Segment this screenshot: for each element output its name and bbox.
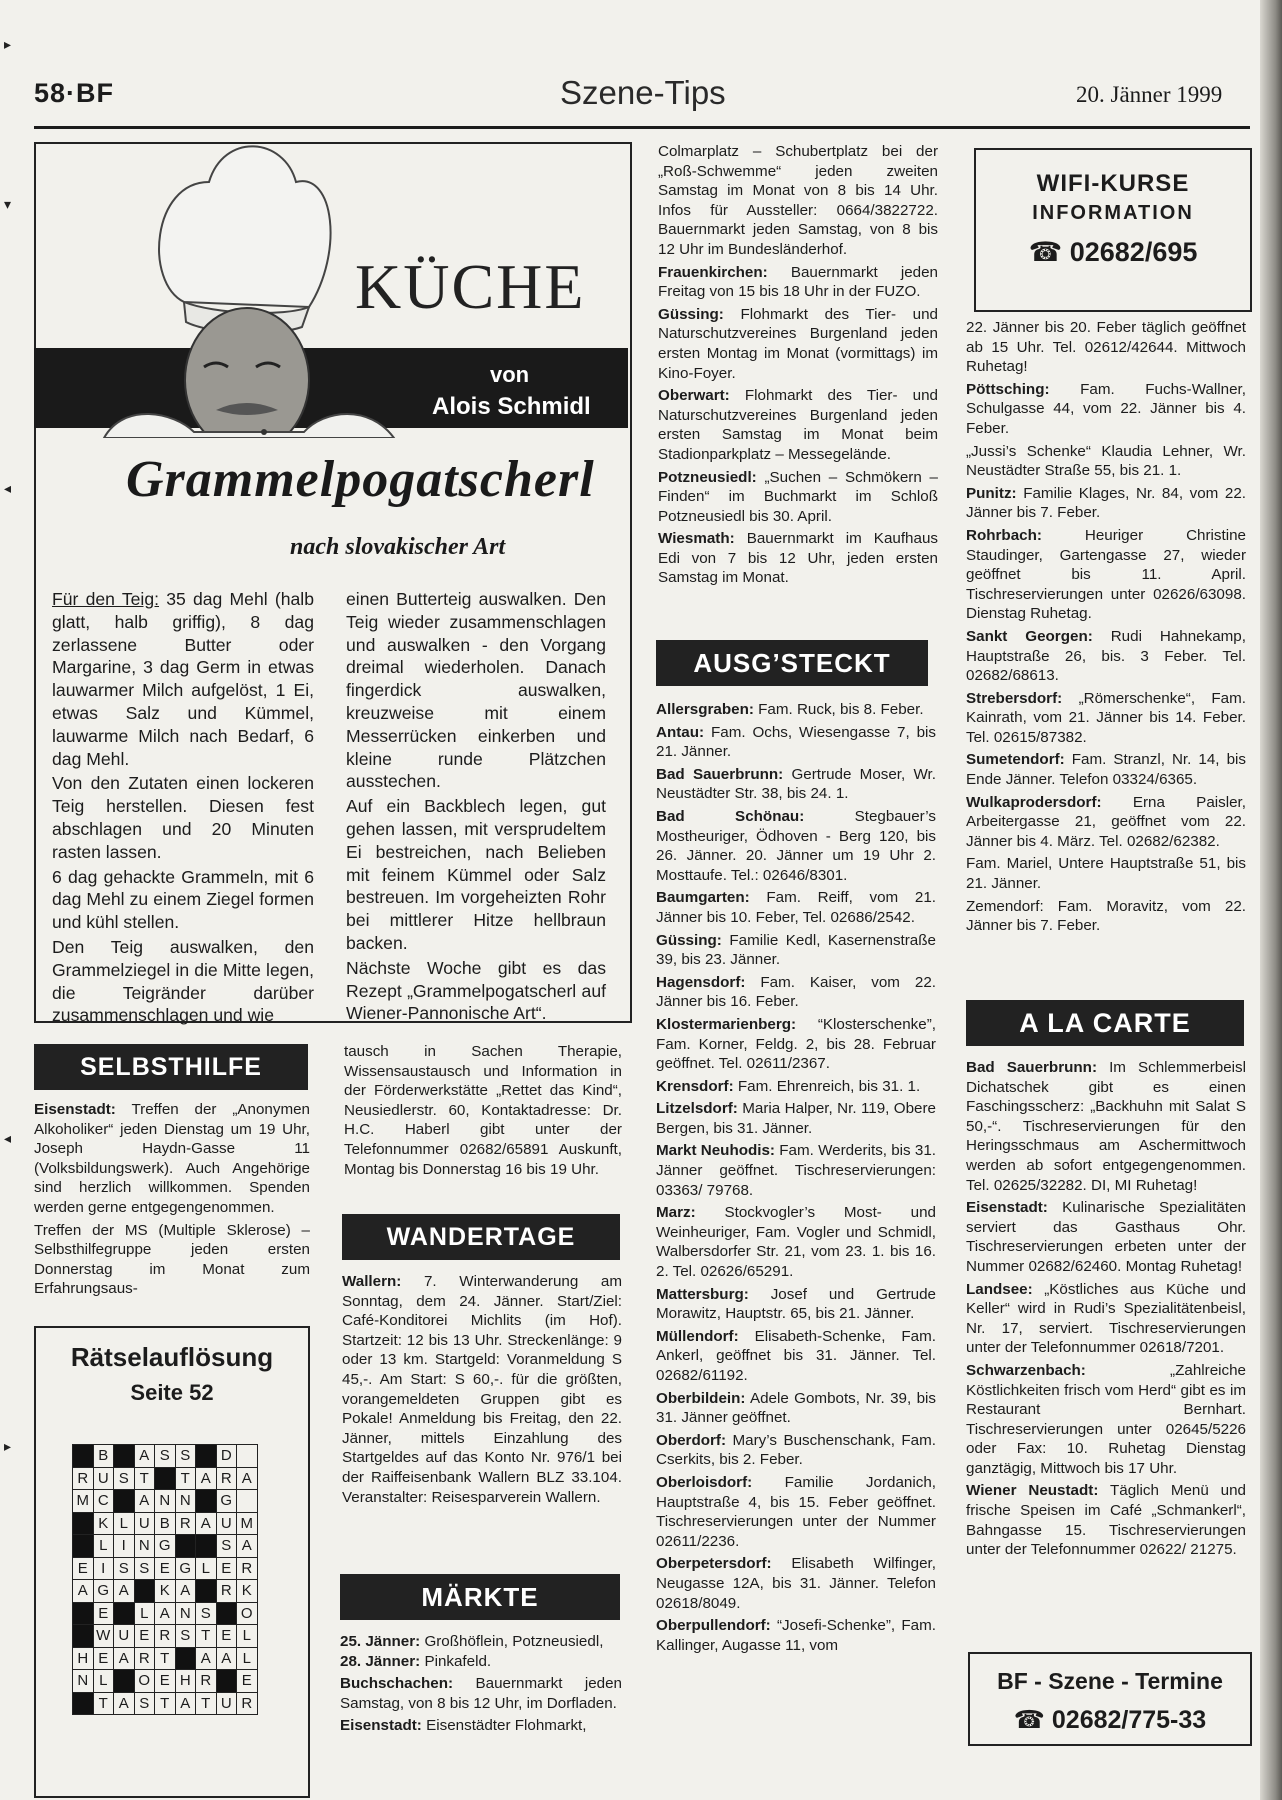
crossword-cell: K [93,1512,114,1535]
crossword-cell [196,1535,217,1558]
crossword-row [73,1467,258,1490]
crossword-cell [175,1647,196,1670]
crossword-cell: I [93,1557,114,1580]
bf-phone: ☎ 02682/775-33 [1013,1706,1207,1734]
crossword-cell [114,1490,135,1513]
crossword-cell: L [93,1670,114,1693]
crossword-cell: T [196,1692,217,1715]
crossword-cell [73,1535,94,1558]
crossword-cell: S [134,1557,155,1580]
crossword-cell: G [155,1535,176,1558]
crossword-cell [114,1670,135,1693]
crossword-cell: R [73,1467,94,1490]
recipe-paragraph: 6 dag gehackte Grammeln, mit 6 dag Mehl zu einem Ziegel formen und kühl stellen. [52,866,314,933]
crossword-cell: O [134,1670,155,1693]
crossword-cell: A [155,1602,176,1625]
section-title: Szene-Tips [560,74,726,111]
crossword-cell [73,1692,94,1715]
recipe-column-2 [346,588,606,1027]
crossword-cell: B [155,1512,176,1535]
crossword-cell: U [93,1467,114,1490]
list-item: Wallern: 7. Winterwanderung am Sonntag, dem 24. Jänner. Start/Ziel: Café-Konditorei Michlits (im Hof). Startzeit: 12 bis 13 Uhr. Streckenlänge: 9 oder 13 km. Startgeld: Voranmeldung S 45,-. Am Start: S 60,-. für die größten, vorangemeldeten Gruppen gibt es Pokale! Anmeldung bis Freitag, den 22. Jänner, mittels Einzahlung des Startgeldes auf das Konto Nr. 976/1 bei der Raiffeisenbank Wallern BLZ 33.104. Veranstalter: Reisesparverein Wallern. [342,1273,622,1506]
crossword-cell: E [93,1647,114,1670]
crossword-cell: W [93,1625,114,1648]
list-item: Landsee: „Köstliches aus Küche und Keller“ wird in Rudi’s Spezialitätenbeisl, Nr. 17, serviert. Tischreservierungen unter der Telefonnummer 02618/7201. [966,1280,1246,1357]
crossword-row [73,1557,258,1580]
crossword-cell: A [196,1647,217,1670]
crossword-cell: N [155,1490,176,1513]
crossword-row [73,1512,258,1535]
crossword-cell: R [237,1557,258,1580]
crossword-cell: K [237,1580,258,1603]
crossword-cell: N [175,1490,196,1513]
crossword-cell: T [155,1692,176,1715]
crossword-cell: H [73,1647,94,1670]
selbsthilfe-continued: tausch in Sachen Therapie, Wissensaustausch und Information in der Förderwerkstätte „Rettet das Kind“, Neusiedlerstr. 60, Kontaktadresse: Dr. H.C. Haberl gibt unter der Telefonnummer 02682/65891 Auskunft, Montag bis Donnerstag 16 bis 19 Uhr. [344,1043,622,1178]
crossword-cell: S [134,1692,155,1715]
crossword-cell: S [114,1467,135,1490]
ausgsteckt-list [656,700,936,1658]
crossword-cell [216,1670,237,1693]
list-item: Wulkaprodersdorf: Erna Paisler, Arbeitergasse 21, geöffnet vom 22. Jänner bis 4. März. Tel. 02682/62382. [966,793,1246,850]
list-item: Krensdorf: Fam. Ehrenreich, bis 31. 1. [656,1077,921,1095]
crossword-cell: R [134,1647,155,1670]
list-item: Oberwart: Flohmarkt des Tier- und Naturschutzvereines Burgenland jeden ersten Samstag im Monat beim Stadionparkplatz – Messegelände. [658,387,938,463]
list-item: Punitz: Familie Klages, Nr. 84, vom 22. Jänner bis 7. Feber. [966,484,1246,522]
alacarte-heading: A LA CARTE [966,1000,1244,1046]
middle-top-column [658,142,938,591]
crossword-cell: A [237,1535,258,1558]
crossword-cell: L [237,1647,258,1670]
crossword-cell: A [196,1467,217,1490]
raetsel-box [34,1326,310,1798]
crossword-row [73,1625,258,1648]
crossword-cell: E [73,1557,94,1580]
list-item: Güssing: Flohmarkt des Tier- und Naturschutzvereines Burgenland jeden ersten Montag im Monat (vormittags) im Kino-Foyer. [658,305,938,382]
list-item: „Jussi’s Schenke“ Klaudia Lehner, Wr. Neustädter Straße 55, bis 21. 1. [966,442,1246,480]
crossword-cell: M [73,1490,94,1513]
crossword-row [73,1445,258,1468]
crossword-cell: T [134,1467,155,1490]
list-item: Colmarplatz – Schubertplatz bei der „Roß-Schwemme“ jeden zweiten Samstag im Monat von 8 bis 14 Uhr. Infos für Aussteller: 0664/3822722. Bauernmarkt jeden Samstag, von 8 bis 12 Uhr im Bundesländerhof. [658,143,938,258]
list-item: Eisenstadt: Eisenstädter Flohmarkt, [340,1717,587,1735]
list-item: Marz: Stockvogler’s Most- und Weinheuriger, Fam. Vogler und Schmidl, Walbersdorfer Str. 21, vom 23. 1. bis 16. 2. Tel. 02626/65291. [656,1204,936,1281]
crossword-cell: R [237,1692,258,1715]
crossword-cell: A [73,1580,94,1603]
crossword-cell [73,1625,94,1648]
wifi-subtitle: INFORMATION [1032,202,1194,224]
wifi-ad [974,148,1252,312]
crossword-cell: B [93,1445,114,1468]
list-item: Litzelsdorf: Maria Halper, Nr. 119, Obere Bergen, bis 31. Jänner. [656,1100,936,1137]
list-item: Bad Sauerbrunn: Im Schlemmerbeisl Dichatschek gibt es einen Faschingsscherz: „Backhuhn mit Salat S 50,-“. Tischreservierungen für den Heringsschmaus am Aschermittwoch werden ab sofort entgegengenommen. Tel. 02625/32282. DI, MI Ruhetag! [966,1059,1246,1194]
crossword-cell: A [114,1580,135,1603]
crossword-cell: E [216,1625,237,1648]
list-item: Eisenstadt: Treffen der „Anonymen Alkoholiker“ jeden Dienstag um 19 Uhr, Joseph Haydn-Gasse 11 (Volksbildungswerk). Auch Angehörige sind herzlich willkommen. Spenden werden gerne entgegengenommen. [34,1101,310,1216]
crossword-cell: S [175,1625,196,1648]
crossword-cell [196,1580,217,1603]
bf-szene-ad [968,1652,1252,1746]
list-item: Markt Neuhodis: Fam. Werderits, bis 31. Jänner geöffnet. Tischreservierungen: 03363/ 79768. [656,1142,936,1199]
header-rule [34,126,1250,129]
list-item: Güssing: Familie Kedl, Kasernenstraße 39, bis 23. Jänner. [656,931,936,969]
crossword-cell: E [155,1557,176,1580]
crossword-cell: L [114,1512,135,1535]
crossword-cell: E [93,1602,114,1625]
page-header [0,74,1250,118]
crossword-cell: E [237,1670,258,1693]
crossword-cell: T [93,1692,114,1715]
crossword-cell [73,1602,94,1625]
crossword-cell: G [175,1557,196,1580]
wandertage-heading: WANDERTAGE [342,1214,620,1260]
alacarte-list [966,1058,1246,1563]
crossword-cell: R [155,1625,176,1648]
crossword-cell [73,1445,94,1468]
crossword-cell: N [134,1535,155,1558]
crossword-row [73,1602,258,1625]
kueche-title: KÜCHE [355,251,586,322]
crossword-cell [196,1490,217,1513]
margin-mark: ◂ [4,1130,12,1146]
crossword-cell: E [216,1557,237,1580]
margin-mark: ▾ [4,196,12,212]
crossword-row [73,1670,258,1693]
crossword-cell: G [93,1580,114,1603]
crossword-cell [155,1467,176,1490]
list-item: Hagensdorf: Fam. Kaiser, vom 22. Jänner bis 16. Feber. [656,973,936,1011]
list-item: Bad Schönau: Stegbauer’s Mostheuriger, Ödhoven - Berg 120, bis 26. Jänner. 20. Jänner um 19 Uhr 2. Mosttaufe. Tel.: 02646/8301. [656,807,936,884]
crossword-cell: N [73,1670,94,1693]
crossword-cell [237,1490,258,1513]
recipe-paragraph: Nächste Woche gibt es das Rezept „Grammelpogatscherl auf Wiener-Pannonische Art“. [346,957,606,1024]
list-item: 25. Jänner: Großhöflein, Potzneusiedl, [340,1633,604,1650]
crossword-cell: A [216,1647,237,1670]
list-item: Pöttsching: Fam. Fuchs-Wallner, Schulgasse 44, vom 22. Jänner bis 4. Feber. [966,380,1246,437]
crossword-cell: A [196,1512,217,1535]
crossword-cell [114,1445,135,1468]
selbsthilfe-heading: SELBSTHILFE [34,1044,308,1090]
list-item: Wiener Neustadt: Täglich Menü und frische Speisen im Café „Schmankerl“, Bahngasse 15. Tischreservierungen unter der Telefonnummer 02622/ 21275. [966,1482,1247,1559]
margin-mark: ▸ [4,36,12,52]
crossword-cell: S [196,1602,217,1625]
list-item: 22. Jänner bis 20. Feber täglich geöffnet ab 15 Uhr. Tel. 02612/42644. Mittwoch Ruhetag! [966,319,1246,376]
crossword-cell: R [216,1467,237,1490]
crossword-cell: I [114,1535,135,1558]
list-item: Antau: Fam. Ochs, Wiesengasse 7, bis 21. Jänner. [656,723,936,761]
list-item: Buchschachen: Bauernmarkt jeden Samstag, von 8 bis 12 Uhr, im Dorfladen. [340,1675,622,1712]
crossword-cell: L [237,1625,258,1648]
list-item: Treffen der MS (Multiple Sklerose) – Selbsthilfegruppe jeden ersten Donnerstag im Monat zum Erfahrungsaus- [34,1221,310,1298]
wandertage-list [342,1272,622,1510]
recipe-paragraph: Für den Teig: 35 dag Mehl (halb glatt, halb griffig), 8 dag zerlassene Butter oder Margarine, 3 dag Germ in etwas lauwarmer Milch aufgelöst, 1 Ei, etwas Salz und Kümmel, lauwarme Milch nach Bedarf, 6 dag Mehl. [52,589,314,769]
crossword-cell: U [134,1512,155,1535]
crossword-cell: L [134,1602,155,1625]
recipe-subtitle: nach slovakischer Art [290,534,506,560]
crossword-cell: E [134,1625,155,1648]
crossword-row [73,1647,258,1670]
crossword-cell: T [155,1647,176,1670]
crossword-cell: A [134,1490,155,1513]
list-item: Baumgarten: Fam. Reiff, vom 21. Jänner bis 10. Feber, Tel. 02686/2542. [656,889,936,926]
recipe-paragraph: einen Butterteig auswalken. Den Teig wieder zusammenschlagen und auswalken - den Vorgang dreimal wiederholen. Danach fingerdick auswalken, kreuzweise mit einem Messerrücken einkerben und kleine runde Plätzchen ausstechen. [346,589,606,792]
crossword-cell: U [114,1625,135,1648]
list-item: Bad Sauerbrunn: Gertrude Moser, Wr. Neustädter Str. 38, bis 24. 1. [656,765,936,803]
crossword-cell: O [237,1602,258,1625]
crossword-cell: A [175,1580,196,1603]
crossword-cell: A [114,1692,135,1715]
recipe-title: Grammelpogatscherl [126,451,595,508]
crossword-cell: M [237,1512,258,1535]
list-item: Potzneusiedl: „Suchen – Schmökern – Finden“ im Buchmarkt im Schloß Potzneusiedl bis 30. April. [658,468,938,525]
byline-author: Alois Schmidl [432,393,591,420]
crossword-cell: K [155,1580,176,1603]
maerkte-list [340,1632,622,1739]
recipe-lead: Für den Teig: [52,589,159,609]
crossword-cell: S [175,1445,196,1468]
list-item: Fam. Mariel, Untere Hauptstraße 51, bis 21. Jänner. [966,855,1246,893]
issue-date: 20. Jänner 1999 [1076,82,1223,107]
crossword-cell: A [114,1647,135,1670]
crossword-cell: G [216,1490,237,1513]
list-item: Oberbildein: Adele Gombots, Nr. 39, bis 31. Jänner geöffnet. [656,1389,936,1427]
crossword-cell: T [196,1625,217,1648]
list-item: Müllendorf: Elisabeth-Schenke, Fam. Ankerl, geöffnet bis 31. Jänner. Tel. 02682/61192. [656,1327,936,1384]
list-item: Oberpetersdorf: Elisabeth Wilfinger, Neugasse 12A, bis 31. Jänner. Telefon 02618/8049. [656,1555,936,1612]
list-item: Zemendorf: Fam. Moravitz, vom 22. Jänner bis 7. Feber. [966,897,1246,935]
scan-edge [1260,0,1282,1800]
crossword-cell [175,1535,196,1558]
crossword-cell: R [196,1670,217,1693]
crossword-cell: U [216,1512,237,1535]
crossword-cell: T [175,1467,196,1490]
crossword-cell: R [175,1512,196,1535]
crossword-row [73,1535,258,1558]
byline-von: von [490,362,530,387]
margin-mark: ▸ [4,1438,12,1454]
list-item: Oberloisdorf: Familie Jordanich, Hauptstraße 4, bis 15. Feber geöffnet. Tischreservierungen unter der Nummer 02611/2236. [656,1473,936,1550]
crossword-cell [73,1512,94,1535]
crossword-cell: N [175,1602,196,1625]
crossword-cell [237,1445,258,1468]
recipe-paragraph: Den Teig auswalken, den Grammelziegel in die Mitte legen, die Teigränder darüber zusammenschlagen und wie [52,936,314,1026]
crossword-cell [114,1602,135,1625]
crossword-cell: E [155,1670,176,1693]
list-item: Klostermarienberg: “Klosterschenke”, Fam. Korner, Feldg. 2, bis 28. Februar geöffnet. Tel. 02611/2367. [656,1015,936,1073]
list-item: Schwarzenbach: „Zahlreiche Köstlichkeiten frisch vom Herd“ gibt es im Restaurant Bernhart. Tischreservierungen unter 02645/5226 oder Fax: 10. Ruhetag Dienstag ganztägig, Mittwoch bis 17 Uhr. [966,1361,1246,1477]
crossword-cell: D [216,1445,237,1468]
crossword-cell: A [237,1467,258,1490]
crossword-cell: L [93,1535,114,1558]
crossword-cell [216,1602,237,1625]
crossword-cell: S [155,1445,176,1468]
crossword-cell: L [196,1557,217,1580]
recipe-column-1 [52,588,314,1029]
list-item: Sumetendorf: Fam. Stranzl, Nr. 14, bis Ende Jänner. Telefon 03324/6365. [966,751,1246,789]
crossword-cell [134,1580,155,1603]
wifi-phone: ☎ 02682/695 [1028,237,1198,267]
ausgsteckt-heading: AUSG’STECKT [656,640,928,686]
right-top-column [966,318,1246,939]
raetsel-title: Rätselauflösung [70,1342,274,1372]
list-item: 28. Jänner: Pinkafeld. [340,1652,492,1670]
crossword-cell [196,1445,217,1468]
recipe-paragraph: Auf ein Backblech legen, gut gehen lassen, mit versprudeltem Ei bestreichen, nach Belieben mit feinem Kümmel oder Salz bestreuen. Im vorgeheizten Rohr bei mittlerer Hitze hellbraun backen. [346,796,606,953]
crossword-row [73,1692,258,1715]
list-item: Mattersburg: Josef und Gertrude Morawitz, Hauptstr. 65, bis 21. Jänner. [656,1285,936,1323]
list-item: Eisenstadt: Kulinarische Spezialitäten serviert das Gasthaus Ohr. Tischreservierungen erbeten unter der Nummer 02682/62460. Montag Ruhetag! [966,1199,1246,1275]
margin-mark: ◂ [4,480,12,496]
raetsel-subtitle: Seite 52 [130,1380,214,1405]
crossword-cell: S [114,1557,135,1580]
list-item: Wiesmath: Bauernmarkt im Kaufhaus Edi von 7 bis 12 Uhr, jeden ersten Samstag im Monat. [658,530,938,587]
list-item: Sankt Georgen: Rudi Hahnekamp, Hauptstraße 26, bis. 3 Feber. Tel. 02682/68613. [966,627,1246,685]
maerkte-heading: MÄRKTE [340,1574,620,1620]
crossword-cell: C [93,1490,114,1513]
crossword-row [73,1580,258,1603]
crossword-cell: H [175,1670,196,1693]
list-item: Strebersdorf: „Römerschenke“, Fam. Kainrath, vom 21. Jänner bis 14. Feber. Tel. 02615/87382. [966,689,1246,746]
crossword-cell: U [216,1692,237,1715]
list-item: Allersgraben: Fam. Ruck, bis 8. Feber. [656,701,924,718]
recipe-paragraph: Von den Zutaten einen lockeren Teig herstellen. Diesen fest abschlagen und 20 Minuten rasten lassen. [52,773,314,862]
crossword-cell: A [134,1445,155,1468]
crossword-row [73,1490,258,1513]
list-item: Rohrbach: Heuriger Christine Staudinger, Gartengasse 27, wieder geöffnet bis 11. April. Tischreservierungen unter 02626/63098. Dienstag Ruhetag. [966,526,1246,623]
list-item: Oberpullendorf: “Josefi-Schenke”, Fam. Kallinger, Augasse 11, vom [656,1617,936,1654]
selbsthilfe-list [34,1100,310,1302]
bf-title: BF - Szene - Termine [997,1668,1223,1694]
wifi-title: WIFI-KURSE [1036,170,1190,197]
list-item: Oberdorf: Mary’s Buschenschank, Fam. Cserkits, bis 2. Feber. [656,1431,936,1469]
list-item: Frauenkirchen: Bauernmarkt jeden Freitag von 15 bis 18 Uhr in der FUZO. [658,263,938,301]
crossword-cell: S [216,1535,237,1558]
page-number: 58·BF [34,78,115,108]
crossword-cell: R [216,1580,237,1603]
crossword-cell: A [175,1692,196,1715]
crossword-grid [72,1444,258,1715]
